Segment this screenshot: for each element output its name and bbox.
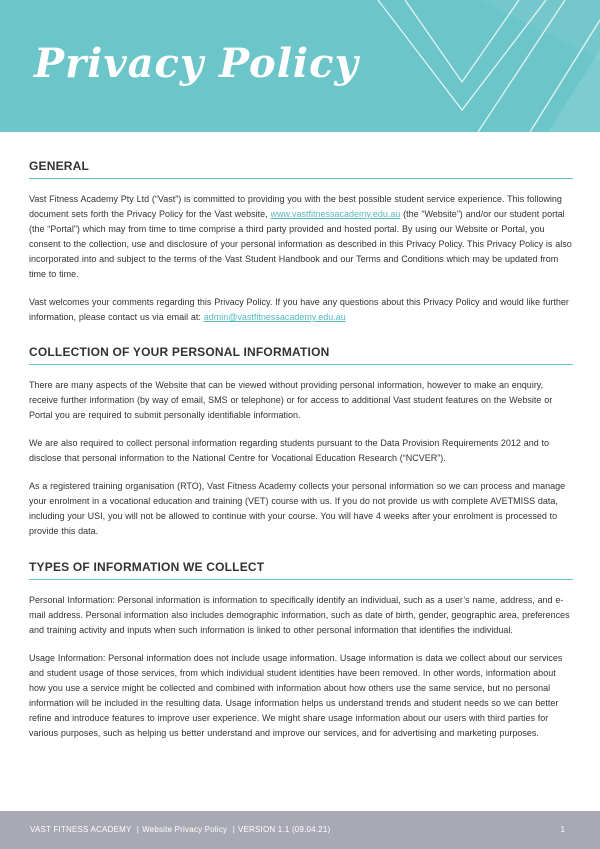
- general-p1-text-b: (the “Website”) and/or our student portal (the “Portal”) which may from time to time comprise a third party provided and hosted portal. By using our Website or Portal, you consent to the collection, use and disclosure of your personal information as described in this Privacy Policy. This Privacy Policy is also incorporated into and subject to the terms of the Vast Student Handbook and our Terms and Conditions which may be updated from time to time.: [29, 209, 572, 279]
- website-link[interactable]: www.vastfitnessacademy.edu.au: [270, 209, 401, 219]
- footer-separator: |: [232, 825, 235, 834]
- collection-paragraph-1: There are many aspects of the Website that can be viewed without providing personal information, however to make an enquiry, receive further information (by way of email, SMS or telephone) or for access to additional Vast student features on the Website or Portal you are required to submit personally identifiable information.: [29, 380, 553, 420]
- section-title-types: TYPES OF INFORMATION WE COLLECT: [29, 560, 573, 580]
- types-paragraph-1: Personal Information: Personal information is information to specifically identify an individual, such as a user’s name, address, and e-mail address. Personal information also includes demographic information, such as date of birth, gender, geographic area, preferences and training activity and inputs when such information is linked to other personal information that identifies the individual.: [29, 595, 570, 635]
- collection-paragraph-2: We are also required to collect personal information regarding students pursuant to the Data Provision Requirements 2012 and to disclose that personal information to the National Centre for Vocational Education Research (“NCVER”).: [29, 438, 550, 463]
- footer-org: VAST FITNESS ACADEMY: [30, 825, 132, 834]
- general-paragraph-2: [29, 295, 573, 325]
- footer-bar: [0, 811, 600, 849]
- collection-paragraph-3: As a registered training organisation (RTO), Vast Fitness Academy collects your personal information so we can process and manage your enrolment in a vocational education and training (VET) course with us. If you do not provide us with complete AVETMISS data, including your USI, you will not be allowed to continue with your course. You will have 4 weeks after your enrolment is processed to provide this data.: [29, 481, 566, 536]
- general-paragraph-1: [29, 192, 573, 282]
- footer-version: VERSION 1.1 (09.04.21): [237, 825, 331, 834]
- types-paragraph-2: Usage Information: Personal information does not include usage information. Usage information is data we collect about our services and student usage of those services, from which individual student identities have been removed. In other words, information about how you use a service might be collected and combined with information about how others use the same service, but no personal information will be included in the resulting data. Usage information helps us understand trends and student needs so we can better refine and introduce features to improve user experience. We might share usage information about our users with third parties for various purposes, such as helping us better understand and improve our services, and for advertising and marketing purposes.: [29, 653, 563, 738]
- section-title-general: GENERAL: [29, 159, 573, 179]
- general-p1-text-a: Vast Fitness Academy Pty Ltd (“Vast”) is committed to providing you with the best possible student service experience. This following document sets forth the Privacy Policy for the Vast website,: [29, 194, 562, 219]
- page-number: 1: [560, 825, 565, 834]
- section-title-collection: COLLECTION OF YOUR PERSONAL INFORMATION: [29, 345, 573, 365]
- email-link[interactable]: admin@vastfitnessacademy.edu.au: [203, 312, 346, 322]
- footer-info: [30, 825, 330, 834]
- page-title: Privacy Policy: [34, 40, 359, 87]
- general-p2-text: Vast welcomes your comments regarding this Privacy Policy. If you have any questions about this Privacy Policy and would like further information, please contact us via email at:: [29, 297, 569, 322]
- footer-separator: |: [136, 825, 140, 834]
- document-body: [29, 132, 573, 741]
- header-banner: [0, 0, 600, 132]
- footer-doc: Website Privacy Policy: [142, 825, 228, 834]
